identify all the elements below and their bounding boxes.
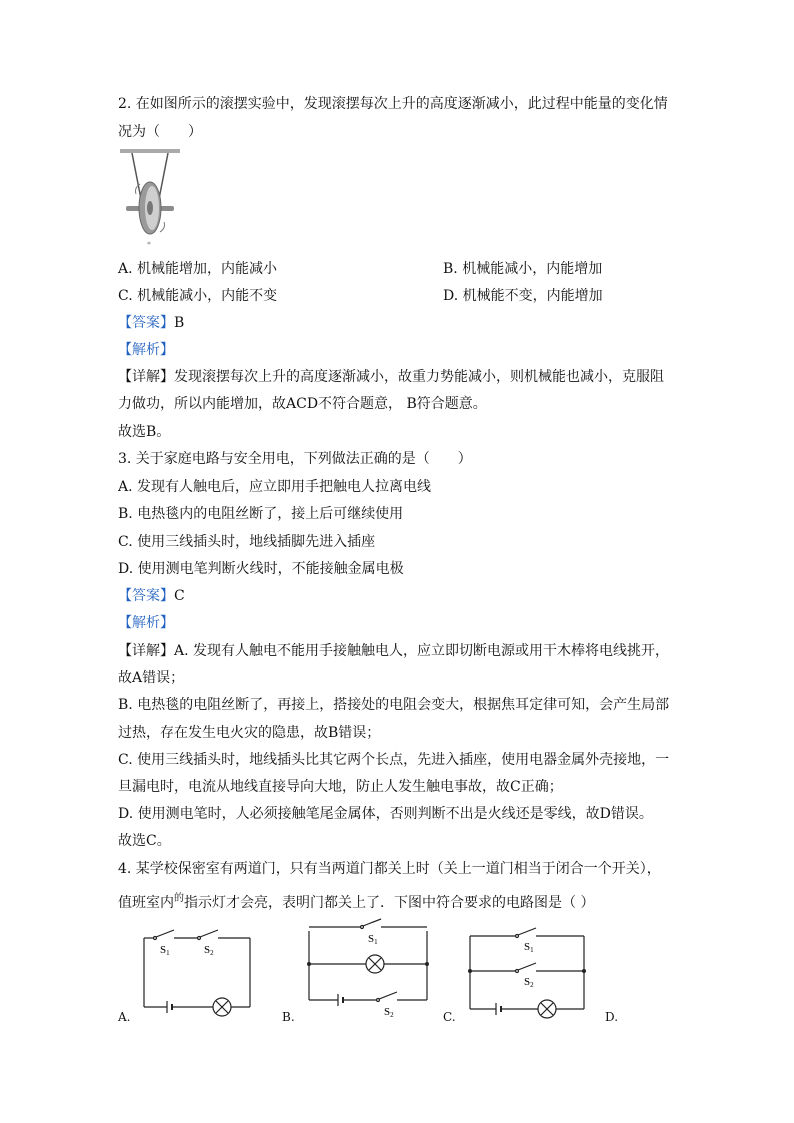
switch-label-s1: S1 [368,933,378,946]
svg-text:*: * [147,240,151,249]
q3-detail-line2: 故A错误； [118,670,185,686]
answer-tag: 【答案】 [118,315,174,331]
circuit-c-label: C. [443,1010,456,1024]
switch-label-s2: S2 [384,1006,394,1019]
q3-detail-line7: D. 使用测电笔时，人必须接触笔尾金属体，否则判断不出是火线还是零线，故D错误。 [118,806,653,822]
detail-tag: 【详解】 [118,643,174,659]
q3-option-a: A. 发现有人触电后，应立即用手把触电人拉离电线 [118,479,432,495]
switch-label-s2: S2 [524,976,534,989]
switch-label-s1: S1 [524,941,534,954]
answer-value: B [174,315,185,331]
q2-stem-line1: 2. 在如图所示的滚摆实验中，发现滚摆每次上升的高度逐渐减小，此过程中能量的变化情 [118,96,668,112]
q2-answer [118,312,184,334]
q3-stem: 3. 关于家庭电路与安全用电，下列做法正确的是（ ） [118,451,472,467]
detail-tag: 【详解】 [118,369,174,385]
circuit-b [305,914,433,1020]
stem-text: 值班室内 [118,895,174,911]
switch-label-s2: S2 [204,944,214,957]
switch-label-s1: S1 [160,944,170,957]
q2-option-a: A. 机械能增加，内能减小 [118,261,278,277]
q3-detail-line4: 过热，存在发生电火灾的隐患，故B错误； [118,725,381,741]
circuit-c [466,926,590,1026]
q2-option-d: D. 机械能不变，内能增加 [443,288,603,304]
q2-detail-line2: 力做功，所以内能增加，故ACD不符合题意， B符合题意。 [118,396,487,412]
detail-text: 发现滚摆每次上升的高度逐渐减小，故重力势能减小，则机械能也减小，克服阻 [174,369,664,385]
q3-detail-line5: C. 使用三线插头时，地线插头比其它两个长点，先进入插座，使用电器金属外壳接地，一 [118,752,670,768]
circuit-d-label: D. [605,1010,619,1024]
q4-stem-line2 [118,888,594,914]
q3-answer [118,585,185,607]
q2-stem-line2: 况为（ ） [118,124,202,140]
circuit-a [140,924,255,1024]
q3-detail-line3: B. 电热毯的电阻丝断了，再接上，搭接处的电阻会变大，根据焦耳定律可知，会产生局部 [118,697,670,713]
q3-detail-line1 [118,640,669,662]
stem-small-char: 的 [174,893,184,904]
q2-option-c: C. 机械能减小，内能不变 [118,288,278,304]
maxwell-wheel-figure [118,146,184,252]
q2-detail-line1 [118,366,664,388]
q2-option-b: B. 机械能减小，内能增加 [443,261,603,277]
q3-detail-line6: 旦漏电时，电流从地线直接导向大地，防止人发生触电事故，故C正确； [118,779,563,795]
q2-analysis-tag: 【解析】 [118,342,174,358]
q3-option-b: B. 电热毯内的电阻丝断了，接上后可继续使用 [118,506,404,522]
circuit-b-label: B. [282,1010,295,1024]
q3-option-c: C. 使用三线插头时，地线插脚先进入插座 [118,534,376,550]
answer-value: C [174,588,185,604]
q3-analysis-tag: 【解析】 [118,615,174,631]
q3-conclusion: 故选C。 [118,833,171,849]
detail-text: A. 发现有人触电不能用手接触触电人，应立即切断电源或用干木棒将电线挑开， [174,643,670,659]
q4-stem-line1: 4. 某学校保密室有两道门，只有当两道门都关上时（关上一道门相当于闭合一个开关）， [118,861,661,877]
answer-tag: 【答案】 [118,588,174,604]
stem-text: 指示灯才会亮，表明门都关上了．下图中符合要求的电路图是（ ） [184,895,595,911]
circuit-a-label: A. [118,1010,131,1024]
q3-option-d: D. 使用测电笔判断火线时，不能接触金属电极 [118,561,404,577]
q2-conclusion: 故选B。 [118,424,171,440]
